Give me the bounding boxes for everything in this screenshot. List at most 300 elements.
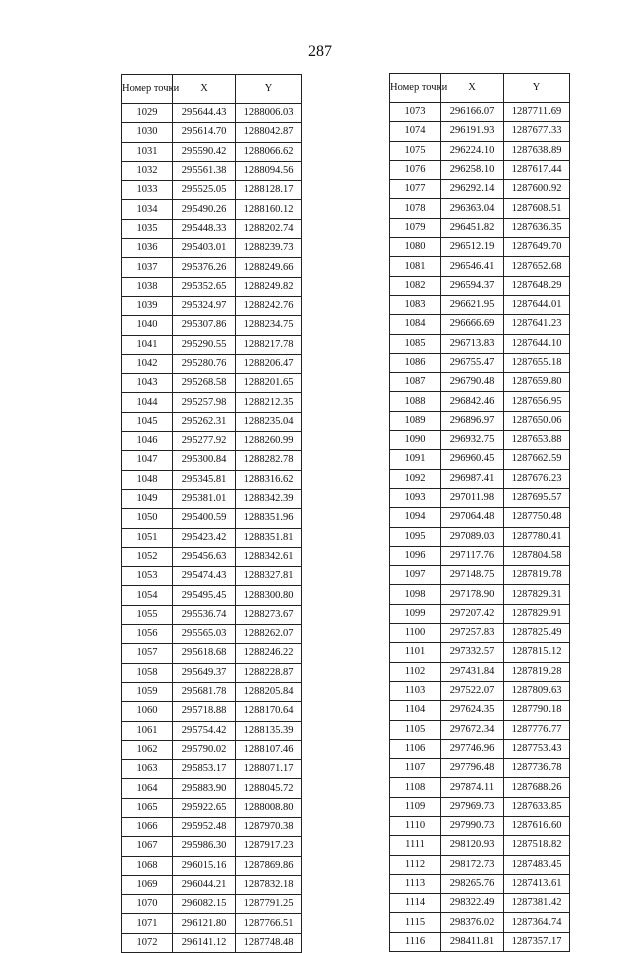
cell-y: 1287357.17 bbox=[504, 932, 570, 951]
table-row bbox=[122, 239, 302, 258]
cell-y: 1288071.17 bbox=[236, 760, 302, 779]
cell-point-number: 1036 bbox=[122, 239, 173, 258]
table-row bbox=[122, 914, 302, 933]
cell-y: 1288212.35 bbox=[236, 393, 302, 412]
cell-x: 295448.33 bbox=[173, 219, 236, 238]
cell-point-number: 1081 bbox=[390, 257, 441, 276]
cell-point-number: 1092 bbox=[390, 469, 441, 488]
table-row bbox=[122, 123, 302, 142]
cell-point-number: 1069 bbox=[122, 875, 173, 894]
cell-x: 297117.76 bbox=[441, 546, 504, 565]
cell-x: 297431.84 bbox=[441, 662, 504, 681]
cell-x: 295883.90 bbox=[173, 779, 236, 798]
table-row bbox=[390, 315, 570, 334]
cell-x: 295790.02 bbox=[173, 740, 236, 759]
cell-y: 1287825.49 bbox=[504, 624, 570, 643]
cell-y: 1287750.48 bbox=[504, 508, 570, 527]
cell-point-number: 1040 bbox=[122, 316, 173, 335]
cell-x: 295590.42 bbox=[173, 142, 236, 161]
cell-x: 295290.55 bbox=[173, 335, 236, 354]
table-row bbox=[390, 295, 570, 314]
cell-point-number: 1088 bbox=[390, 392, 441, 411]
cell-x: 295300.84 bbox=[173, 451, 236, 470]
cell-y: 1288217.78 bbox=[236, 335, 302, 354]
cell-y: 1287819.28 bbox=[504, 662, 570, 681]
table-row bbox=[390, 894, 570, 913]
cell-y: 1288260.99 bbox=[236, 432, 302, 451]
cell-x: 295345.81 bbox=[173, 470, 236, 489]
cell-x: 295618.68 bbox=[173, 644, 236, 663]
table-row bbox=[122, 489, 302, 508]
table-row bbox=[390, 160, 570, 179]
table-row bbox=[390, 739, 570, 758]
table-row bbox=[122, 644, 302, 663]
table-row bbox=[122, 702, 302, 721]
cell-point-number: 1079 bbox=[390, 218, 441, 237]
table-row bbox=[122, 354, 302, 373]
cell-x: 297178.90 bbox=[441, 585, 504, 604]
cell-point-number: 1111 bbox=[390, 836, 441, 855]
cell-y: 1287656.95 bbox=[504, 392, 570, 411]
cell-y: 1287655.18 bbox=[504, 353, 570, 372]
cell-x: 295718.88 bbox=[173, 702, 236, 721]
cell-x: 297969.73 bbox=[441, 797, 504, 816]
cell-point-number: 1077 bbox=[390, 180, 441, 199]
cell-y: 1287617.44 bbox=[504, 160, 570, 179]
cell-y: 1288239.73 bbox=[236, 239, 302, 258]
header-y: Y bbox=[504, 74, 570, 103]
cell-point-number: 1108 bbox=[390, 778, 441, 797]
cell-point-number: 1063 bbox=[122, 760, 173, 779]
cell-y: 1288327.81 bbox=[236, 567, 302, 586]
table-row bbox=[390, 199, 570, 218]
cell-point-number: 1068 bbox=[122, 856, 173, 875]
cell-point-number: 1113 bbox=[390, 874, 441, 893]
cell-x: 295257.98 bbox=[173, 393, 236, 412]
cell-point-number: 1054 bbox=[122, 586, 173, 605]
cell-y: 1288066.62 bbox=[236, 142, 302, 161]
cell-y: 1287780.41 bbox=[504, 527, 570, 546]
cell-point-number: 1050 bbox=[122, 509, 173, 528]
cell-x: 295986.30 bbox=[173, 837, 236, 856]
cell-x: 297207.42 bbox=[441, 604, 504, 623]
table-row bbox=[122, 393, 302, 412]
cell-y: 1287644.01 bbox=[504, 295, 570, 314]
cell-x: 295400.59 bbox=[173, 509, 236, 528]
cell-point-number: 1096 bbox=[390, 546, 441, 565]
cell-x: 295268.58 bbox=[173, 374, 236, 393]
cell-point-number: 1115 bbox=[390, 913, 441, 932]
table-row bbox=[122, 837, 302, 856]
cell-y: 1287869.86 bbox=[236, 856, 302, 875]
table-row bbox=[122, 200, 302, 219]
cell-x: 295490.26 bbox=[173, 200, 236, 219]
cell-y: 1287652.68 bbox=[504, 257, 570, 276]
coordinates-table-right bbox=[389, 73, 570, 952]
cell-y: 1288042.87 bbox=[236, 123, 302, 142]
cell-point-number: 1046 bbox=[122, 432, 173, 451]
cell-y: 1287483.45 bbox=[504, 855, 570, 874]
cell-x: 295525.05 bbox=[173, 181, 236, 200]
table-row bbox=[390, 180, 570, 199]
cell-y: 1287829.91 bbox=[504, 604, 570, 623]
cell-y: 1287616.60 bbox=[504, 816, 570, 835]
cell-x: 295644.43 bbox=[173, 104, 236, 123]
cell-x: 295381.01 bbox=[173, 489, 236, 508]
cell-y: 1287804.58 bbox=[504, 546, 570, 565]
cell-x: 296987.41 bbox=[441, 469, 504, 488]
cell-x: 296166.07 bbox=[441, 103, 504, 122]
table-header-row bbox=[122, 75, 302, 104]
cell-x: 295352.65 bbox=[173, 277, 236, 296]
table-row bbox=[122, 142, 302, 161]
cell-y: 1287641.23 bbox=[504, 315, 570, 334]
cell-x: 295376.26 bbox=[173, 258, 236, 277]
cell-x: 295536.74 bbox=[173, 605, 236, 624]
cell-y: 1287364.74 bbox=[504, 913, 570, 932]
cell-point-number: 1110 bbox=[390, 816, 441, 835]
cell-y: 1288045.72 bbox=[236, 779, 302, 798]
cell-x: 295495.45 bbox=[173, 586, 236, 605]
cell-y: 1288282.78 bbox=[236, 451, 302, 470]
cell-point-number: 1107 bbox=[390, 759, 441, 778]
cell-y: 1287815.12 bbox=[504, 643, 570, 662]
table-row bbox=[390, 431, 570, 450]
cell-x: 297011.98 bbox=[441, 488, 504, 507]
table-row bbox=[390, 624, 570, 643]
cell-point-number: 1076 bbox=[390, 160, 441, 179]
cell-y: 1287413.61 bbox=[504, 874, 570, 893]
table-row bbox=[390, 701, 570, 720]
table-row bbox=[390, 604, 570, 623]
cell-x: 296666.69 bbox=[441, 315, 504, 334]
cell-x: 295307.86 bbox=[173, 316, 236, 335]
cell-point-number: 1057 bbox=[122, 644, 173, 663]
cell-x: 298172.73 bbox=[441, 855, 504, 874]
table-row bbox=[122, 104, 302, 123]
cell-x: 296896.97 bbox=[441, 411, 504, 430]
cell-x: 295474.43 bbox=[173, 567, 236, 586]
cell-point-number: 1065 bbox=[122, 798, 173, 817]
cell-y: 1287688.26 bbox=[504, 778, 570, 797]
cell-point-number: 1058 bbox=[122, 663, 173, 682]
cell-x: 295922.65 bbox=[173, 798, 236, 817]
cell-y: 1287776.77 bbox=[504, 720, 570, 739]
table-row bbox=[122, 663, 302, 682]
cell-x: 297874.11 bbox=[441, 778, 504, 797]
cell-x: 297990.73 bbox=[441, 816, 504, 835]
cell-x: 296842.46 bbox=[441, 392, 504, 411]
cell-point-number: 1071 bbox=[122, 914, 173, 933]
cell-x: 295262.31 bbox=[173, 412, 236, 431]
header-x: X bbox=[441, 74, 504, 103]
table-row bbox=[390, 103, 570, 122]
cell-y: 1288242.76 bbox=[236, 296, 302, 315]
cell-y: 1287829.31 bbox=[504, 585, 570, 604]
cell-y: 1287736.78 bbox=[504, 759, 570, 778]
header-point-number: Номер точки bbox=[122, 75, 173, 104]
cell-point-number: 1090 bbox=[390, 431, 441, 450]
cell-y: 1287753.43 bbox=[504, 739, 570, 758]
cell-y: 1287790.18 bbox=[504, 701, 570, 720]
header-x: X bbox=[173, 75, 236, 104]
cell-x: 295952.48 bbox=[173, 817, 236, 836]
table-row bbox=[390, 778, 570, 797]
table-row bbox=[122, 856, 302, 875]
cell-x: 295565.03 bbox=[173, 625, 236, 644]
cell-point-number: 1093 bbox=[390, 488, 441, 507]
cell-point-number: 1080 bbox=[390, 238, 441, 257]
table-row bbox=[122, 817, 302, 836]
cell-point-number: 1083 bbox=[390, 295, 441, 314]
cell-x: 296044.21 bbox=[173, 875, 236, 894]
cell-x: 296790.48 bbox=[441, 373, 504, 392]
cell-point-number: 1038 bbox=[122, 277, 173, 296]
cell-point-number: 1085 bbox=[390, 334, 441, 353]
cell-point-number: 1103 bbox=[390, 681, 441, 700]
table-row bbox=[390, 913, 570, 932]
cell-point-number: 1099 bbox=[390, 604, 441, 623]
cell-point-number: 1031 bbox=[122, 142, 173, 161]
cell-y: 1288342.39 bbox=[236, 489, 302, 508]
cell-x: 297257.83 bbox=[441, 624, 504, 643]
table-row bbox=[122, 277, 302, 296]
cell-x: 296292.14 bbox=[441, 180, 504, 199]
cell-point-number: 1094 bbox=[390, 508, 441, 527]
table-row bbox=[122, 798, 302, 817]
cell-point-number: 1030 bbox=[122, 123, 173, 142]
table-row bbox=[390, 759, 570, 778]
cell-y: 1287636.35 bbox=[504, 218, 570, 237]
cell-point-number: 1073 bbox=[390, 103, 441, 122]
table-row bbox=[390, 797, 570, 816]
cell-x: 296258.10 bbox=[441, 160, 504, 179]
cell-x: 296932.75 bbox=[441, 431, 504, 450]
cell-point-number: 1039 bbox=[122, 296, 173, 315]
table-row bbox=[122, 933, 302, 952]
cell-point-number: 1112 bbox=[390, 855, 441, 874]
table-row bbox=[390, 238, 570, 257]
cell-point-number: 1078 bbox=[390, 199, 441, 218]
cell-x: 298265.76 bbox=[441, 874, 504, 893]
table-row bbox=[122, 625, 302, 644]
cell-point-number: 1053 bbox=[122, 567, 173, 586]
cell-point-number: 1048 bbox=[122, 470, 173, 489]
cell-y: 1287653.88 bbox=[504, 431, 570, 450]
cell-y: 1288316.62 bbox=[236, 470, 302, 489]
cell-point-number: 1037 bbox=[122, 258, 173, 277]
cell-y: 1287832.18 bbox=[236, 875, 302, 894]
cell-x: 295403.01 bbox=[173, 239, 236, 258]
cell-x: 295277.92 bbox=[173, 432, 236, 451]
cell-point-number: 1106 bbox=[390, 739, 441, 758]
cell-y: 1287662.59 bbox=[504, 450, 570, 469]
cell-x: 296015.16 bbox=[173, 856, 236, 875]
cell-x: 295561.38 bbox=[173, 161, 236, 180]
cell-x: 296121.80 bbox=[173, 914, 236, 933]
cell-point-number: 1062 bbox=[122, 740, 173, 759]
cell-y: 1287644.10 bbox=[504, 334, 570, 353]
table-row bbox=[122, 547, 302, 566]
cell-x: 296713.83 bbox=[441, 334, 504, 353]
cell-y: 1288351.96 bbox=[236, 509, 302, 528]
table-row bbox=[122, 412, 302, 431]
cell-x: 297332.57 bbox=[441, 643, 504, 662]
cell-point-number: 1034 bbox=[122, 200, 173, 219]
cell-x: 296363.04 bbox=[441, 199, 504, 218]
table-row bbox=[122, 682, 302, 701]
table-row bbox=[390, 855, 570, 874]
cell-x: 295456.63 bbox=[173, 547, 236, 566]
cell-point-number: 1066 bbox=[122, 817, 173, 836]
cell-x: 296960.45 bbox=[441, 450, 504, 469]
header-y: Y bbox=[236, 75, 302, 104]
cell-x: 295423.42 bbox=[173, 528, 236, 547]
cell-point-number: 1042 bbox=[122, 354, 173, 373]
cell-y: 1287608.51 bbox=[504, 199, 570, 218]
cell-x: 297148.75 bbox=[441, 566, 504, 585]
cell-point-number: 1114 bbox=[390, 894, 441, 913]
cell-y: 1287748.48 bbox=[236, 933, 302, 952]
cell-point-number: 1101 bbox=[390, 643, 441, 662]
table-row bbox=[390, 488, 570, 507]
cell-y: 1287518.82 bbox=[504, 836, 570, 855]
cell-y: 1288351.81 bbox=[236, 528, 302, 547]
cell-x: 296141.12 bbox=[173, 933, 236, 952]
cell-point-number: 1029 bbox=[122, 104, 173, 123]
table-row bbox=[122, 316, 302, 335]
cell-x: 297672.34 bbox=[441, 720, 504, 739]
cell-y: 1288246.22 bbox=[236, 644, 302, 663]
cell-point-number: 1098 bbox=[390, 585, 441, 604]
cell-y: 1287600.92 bbox=[504, 180, 570, 199]
cell-x: 295681.78 bbox=[173, 682, 236, 701]
cell-point-number: 1047 bbox=[122, 451, 173, 470]
cell-y: 1287791.25 bbox=[236, 895, 302, 914]
cell-x: 297796.48 bbox=[441, 759, 504, 778]
cell-point-number: 1064 bbox=[122, 779, 173, 798]
cell-point-number: 1087 bbox=[390, 373, 441, 392]
table-row bbox=[390, 392, 570, 411]
table-header-row bbox=[390, 74, 570, 103]
cell-x: 297064.48 bbox=[441, 508, 504, 527]
cell-y: 1287650.06 bbox=[504, 411, 570, 430]
cell-point-number: 1116 bbox=[390, 932, 441, 951]
table-row bbox=[390, 218, 570, 237]
cell-point-number: 1091 bbox=[390, 450, 441, 469]
cell-y: 1287638.89 bbox=[504, 141, 570, 160]
cell-x: 298120.93 bbox=[441, 836, 504, 855]
cell-point-number: 1051 bbox=[122, 528, 173, 547]
cell-point-number: 1041 bbox=[122, 335, 173, 354]
cell-y: 1288170.64 bbox=[236, 702, 302, 721]
table-row bbox=[122, 779, 302, 798]
table-row bbox=[390, 527, 570, 546]
cell-y: 1288201.65 bbox=[236, 374, 302, 393]
cell-y: 1288107.46 bbox=[236, 740, 302, 759]
cell-x: 298411.81 bbox=[441, 932, 504, 951]
cell-y: 1287677.33 bbox=[504, 122, 570, 141]
page-number: 287 bbox=[308, 43, 332, 60]
table-row bbox=[390, 932, 570, 951]
cell-point-number: 1072 bbox=[122, 933, 173, 952]
cell-y: 1288273.67 bbox=[236, 605, 302, 624]
cell-x: 297522.07 bbox=[441, 681, 504, 700]
cell-x: 297089.03 bbox=[441, 527, 504, 546]
table-row bbox=[390, 643, 570, 662]
cell-y: 1287809.63 bbox=[504, 681, 570, 700]
cell-y: 1287649.70 bbox=[504, 238, 570, 257]
table-row bbox=[390, 373, 570, 392]
cell-point-number: 1109 bbox=[390, 797, 441, 816]
table-row bbox=[122, 432, 302, 451]
cell-y: 1287381.42 bbox=[504, 894, 570, 913]
cell-y: 1288160.12 bbox=[236, 200, 302, 219]
cell-y: 1287633.85 bbox=[504, 797, 570, 816]
table-row bbox=[390, 566, 570, 585]
table-row bbox=[122, 374, 302, 393]
cell-x: 296224.10 bbox=[441, 141, 504, 160]
cell-x: 295324.97 bbox=[173, 296, 236, 315]
table-row bbox=[122, 605, 302, 624]
cell-x: 295614.70 bbox=[173, 123, 236, 142]
cell-y: 1288249.66 bbox=[236, 258, 302, 277]
cell-y: 1287970.38 bbox=[236, 817, 302, 836]
cell-y: 1288228.87 bbox=[236, 663, 302, 682]
table-row bbox=[390, 836, 570, 855]
cell-y: 1287711.69 bbox=[504, 103, 570, 122]
cell-point-number: 1084 bbox=[390, 315, 441, 334]
header-point-number: Номер точки bbox=[390, 74, 441, 103]
cell-point-number: 1102 bbox=[390, 662, 441, 681]
cell-point-number: 1043 bbox=[122, 374, 173, 393]
table-row bbox=[122, 451, 302, 470]
table-row bbox=[390, 662, 570, 681]
table-row bbox=[122, 760, 302, 779]
table-row bbox=[390, 874, 570, 893]
cell-point-number: 1059 bbox=[122, 682, 173, 701]
table-row bbox=[390, 122, 570, 141]
cell-x: 296451.82 bbox=[441, 218, 504, 237]
cell-point-number: 1070 bbox=[122, 895, 173, 914]
cell-x: 296621.95 bbox=[441, 295, 504, 314]
cell-y: 1287648.29 bbox=[504, 276, 570, 295]
table-row bbox=[390, 469, 570, 488]
table-row bbox=[390, 411, 570, 430]
table-row bbox=[390, 141, 570, 160]
cell-y: 1287766.51 bbox=[236, 914, 302, 933]
cell-x: 295280.76 bbox=[173, 354, 236, 373]
cell-y: 1288008.80 bbox=[236, 798, 302, 817]
cell-y: 1288235.04 bbox=[236, 412, 302, 431]
cell-y: 1288342.61 bbox=[236, 547, 302, 566]
table-row bbox=[390, 546, 570, 565]
cell-x: 297746.96 bbox=[441, 739, 504, 758]
cell-x: 295853.17 bbox=[173, 760, 236, 779]
table-row bbox=[122, 296, 302, 315]
table-row bbox=[390, 720, 570, 739]
cell-point-number: 1033 bbox=[122, 181, 173, 200]
table-row bbox=[390, 353, 570, 372]
table-row bbox=[122, 219, 302, 238]
cell-x: 298322.49 bbox=[441, 894, 504, 913]
table-row bbox=[122, 181, 302, 200]
cell-x: 297624.35 bbox=[441, 701, 504, 720]
cell-y: 1287659.80 bbox=[504, 373, 570, 392]
cell-x: 295754.42 bbox=[173, 721, 236, 740]
table-row bbox=[122, 567, 302, 586]
table-row bbox=[122, 528, 302, 547]
